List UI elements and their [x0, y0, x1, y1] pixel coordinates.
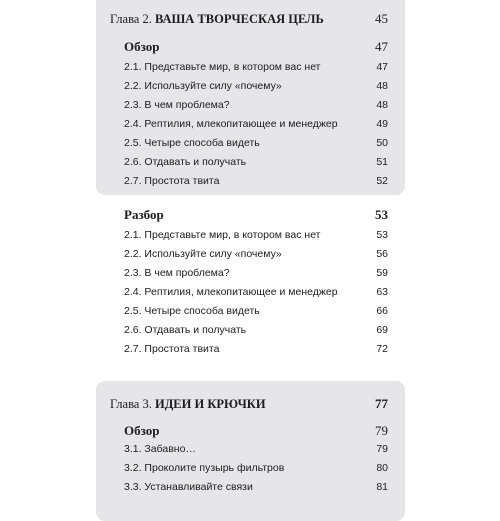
toc-entry-page: 59: [376, 267, 388, 279]
chapter2-review-heading: [110, 205, 388, 225]
toc-entry: [110, 114, 388, 134]
toc-entry-page: 51: [376, 156, 388, 168]
toc-entry-title: 2.3. В чем проблема?: [124, 267, 230, 279]
toc-entry-page: 79: [376, 443, 388, 455]
toc-entry: [110, 225, 388, 245]
toc-entry-title: 2.7. Простота твита: [124, 343, 220, 355]
chapter2-overview-page: 47: [375, 39, 388, 54]
toc-entry-page: 50: [376, 137, 388, 149]
toc-entry-title: 3.2. Проколите пузырь фильтров: [124, 462, 285, 474]
toc-entry: [110, 152, 388, 172]
chapter2-heading: [110, 9, 388, 29]
toc-entry-page: 69: [376, 324, 388, 336]
chapter2-prefix: Глава 2.: [110, 11, 152, 26]
toc-entry-title: 2.1. Представьте мир, в котором вас нет: [124, 229, 321, 241]
chapter3-page: 77: [375, 396, 388, 411]
toc-entry: [110, 439, 388, 459]
toc-entry-title: 2.3. В чем проблема?: [124, 99, 230, 111]
toc-entry: [110, 301, 388, 321]
chapter2-overview-heading: [110, 37, 388, 57]
toc-entry-page: 53: [376, 229, 388, 241]
chapter3-prefix: Глава 3.: [110, 396, 152, 411]
toc-entry: [110, 263, 388, 283]
toc-entry-title: 3.3. Устанавливайте связи: [124, 481, 253, 493]
toc-entry-page: 48: [376, 99, 388, 111]
toc-entry-page: 80: [376, 462, 388, 474]
toc-entry-title: 2.2. Используйте силу «почему»: [124, 80, 282, 92]
toc-entry-page: 81: [376, 481, 388, 493]
toc-entry-title: 2.5. Четыре способа видеть: [124, 137, 260, 149]
toc-entry-title: 2.6. Отдавать и получать: [124, 324, 247, 336]
toc-entry: [110, 171, 388, 191]
toc-entry: [110, 95, 388, 115]
toc-entry-title: 3.1. Забавно…: [124, 443, 196, 455]
toc-entry: [110, 458, 388, 478]
toc-entry: [110, 320, 388, 340]
toc-entry-title: 2.5. Четыре способа видеть: [124, 305, 260, 317]
toc-entry: [110, 76, 388, 96]
chapter2-review-label: Разбор: [124, 207, 164, 222]
toc-entry-page: 52: [376, 175, 388, 187]
toc-entry: [110, 244, 388, 264]
toc-entry-page: 63: [376, 286, 388, 298]
chapter3-overview-label: Обзор: [124, 423, 160, 438]
toc-entry-page: 49: [376, 118, 388, 130]
chapter3-title-text: ИДЕИ И КРЮЧКИ: [154, 396, 266, 411]
toc-entry-page: 47: [376, 61, 388, 73]
chapter3-overview-heading: [110, 421, 388, 441]
toc-entry: [110, 282, 388, 302]
toc-entry-page: 72: [376, 343, 388, 355]
toc-entry: [110, 477, 388, 497]
toc-entry: [110, 133, 388, 153]
chapter2-title-text: ВАША ТВОРЧЕСКАЯ ЦЕЛЬ: [154, 11, 324, 26]
chapter2-title: [110, 12, 324, 27]
toc-entry-title: 2.4. Рептилия, млекопитающее и менеджер: [124, 118, 338, 130]
toc-entry-title: 2.1. Представьте мир, в котором вас нет: [124, 61, 321, 73]
chapter2-overview-label: Обзор: [124, 39, 160, 54]
chapter3-title: [110, 397, 266, 412]
toc-entry: [110, 57, 388, 77]
chapter2-page: 45: [375, 11, 388, 26]
toc-entry-title: 2.6. Отдавать и получать: [124, 156, 247, 168]
toc-entry-title: 2.4. Рептилия, млекопитающее и менеджер: [124, 286, 338, 298]
toc-entry-page: 56: [376, 248, 388, 260]
toc-entry-page: 66: [376, 305, 388, 317]
toc-entry-page: 48: [376, 80, 388, 92]
chapter3-overview-page: 79: [375, 423, 388, 438]
chapter3-heading: [110, 394, 388, 414]
toc-entry-title: 2.2. Используйте силу «почему»: [124, 248, 282, 260]
chapter2-review-page: 53: [375, 207, 388, 222]
toc-entry: [110, 339, 388, 359]
toc-entry-title: 2.7. Простота твита: [124, 175, 220, 187]
